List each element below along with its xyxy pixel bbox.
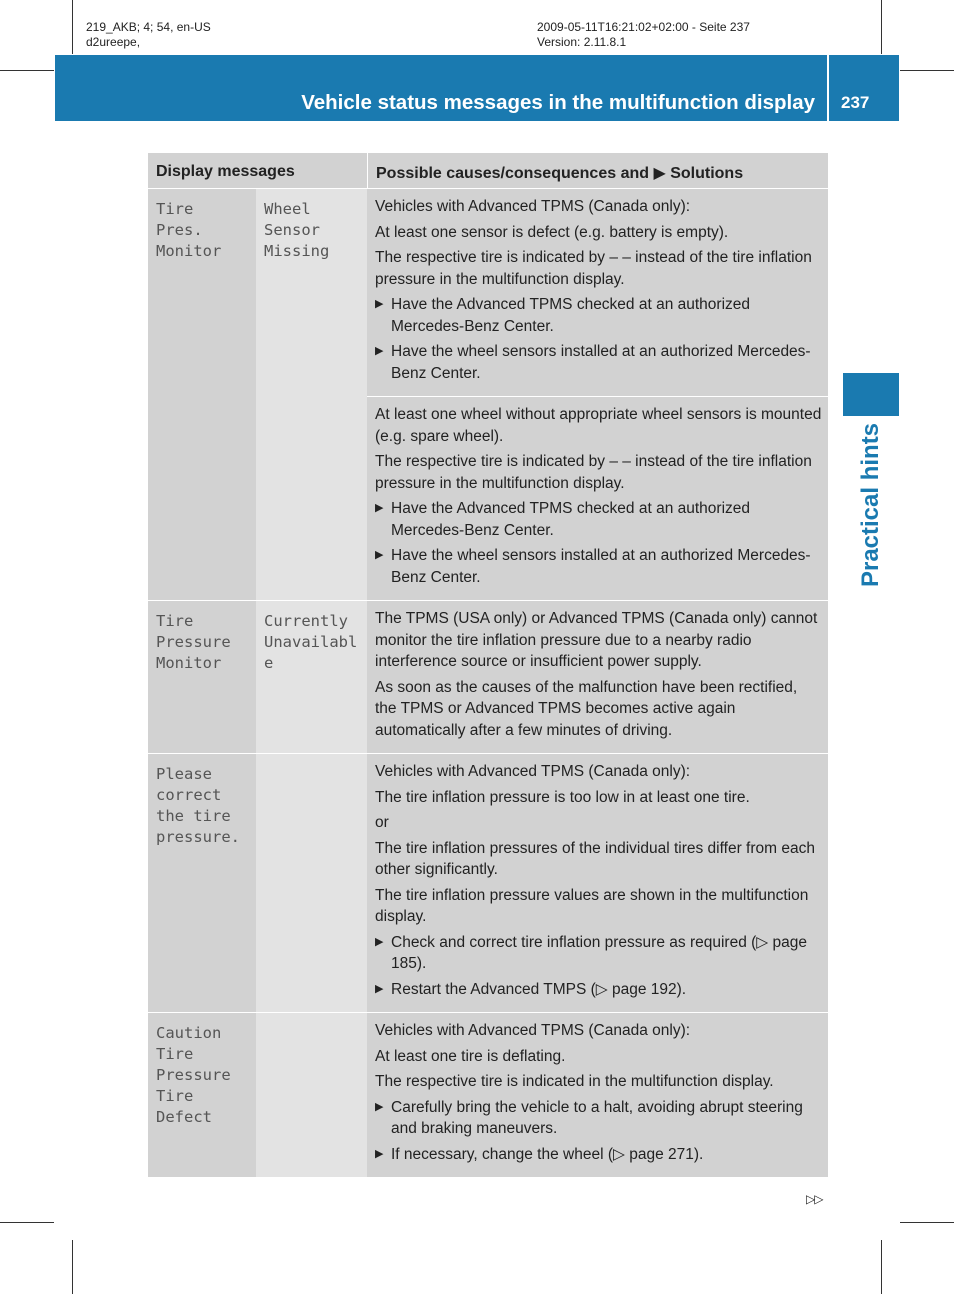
crop-mark — [72, 0, 73, 54]
display-message-line1: Caution Tire Pressure Tire Defect — [148, 1013, 256, 1177]
cause-text: Vehicles with Advanced TPMS (Canada only): — [375, 763, 691, 780]
solution-step — [375, 1097, 822, 1140]
cause-text: or — [375, 814, 389, 831]
cause-text: Vehicles with Advanced TPMS (Canada only): — [375, 1022, 691, 1039]
meta-line: Version: 2.11.8.1 — [537, 35, 627, 49]
solution-text: Check and correct tire inflation pressure as required (▷ page 185). — [391, 933, 807, 972]
step-arrow-icon: ▶ — [375, 298, 384, 310]
causes-solutions-cell — [367, 1013, 828, 1177]
solution-text: Have the wheel sensors installed at an authorized Mercedes-Benz Center. — [391, 547, 811, 586]
display-message-line1: Please correct the tire pressure. — [148, 754, 256, 1012]
continue-marker: ▷▷ — [806, 1192, 823, 1206]
solution-text: Have the Advanced TPMS checked at an authorized Mercedes-Benz Center. — [391, 500, 751, 539]
table-row — [148, 1013, 828, 1178]
causes-solutions-cell — [367, 754, 828, 1012]
display-message-line2: Currently Unavailabl e — [256, 601, 367, 753]
chapter-tab — [843, 373, 899, 416]
crop-mark — [72, 1240, 73, 1294]
section-header-banner — [55, 55, 827, 121]
cause-text: The tire inflation pressures of the individual tires differ from each other significantly. — [375, 839, 815, 878]
crop-mark — [900, 1222, 954, 1223]
cause-block — [367, 1013, 828, 1177]
table-header — [148, 153, 828, 189]
cause-block — [367, 754, 828, 1012]
cause-text: The respective tire is indicated in the multifunction display. — [375, 1073, 774, 1090]
step-arrow-icon: ▶ — [375, 549, 384, 561]
step-arrow-icon: ▶ — [375, 502, 384, 514]
cause-text: At least one wheel without appropriate wheel sensors is mounted (e.g. spare wheel). — [375, 406, 822, 445]
cause-block — [367, 601, 828, 753]
crop-mark — [881, 0, 882, 54]
column-header-display-messages: Display messages — [156, 163, 295, 180]
display-message-line2 — [256, 1013, 367, 1177]
meta-line: 2009-05-11T16:21:02+02:00 - Seite 237 — [537, 20, 750, 34]
solution-text: Have the Advanced TPMS checked at an authorized Mercedes-Benz Center. — [391, 296, 751, 335]
print-meta-left — [86, 20, 211, 50]
table-row — [148, 754, 828, 1013]
section-title: Vehicle status messages in the multifunction display — [301, 91, 815, 114]
crop-mark — [0, 1222, 54, 1223]
table-row — [148, 601, 828, 754]
display-message-line1: Tire Pressure Monitor — [148, 601, 256, 753]
meta-line: 219_AKB; 4; 54, en-US — [86, 20, 211, 34]
cause-block — [367, 396, 828, 600]
step-arrow-icon: ▶ — [375, 1100, 384, 1113]
step-arrow-icon: ▶ — [375, 345, 384, 357]
chapter-label: Practical hints — [857, 422, 884, 588]
page-number-box — [829, 55, 899, 121]
cause-text: The tire inflation pressure is too low in at least one tire. — [375, 788, 750, 806]
print-meta-right — [537, 20, 750, 50]
cause-text: The tire inflation pressure values are shown in the multifunction display. — [375, 886, 809, 925]
cause-text: Vehicles with Advanced TPMS (Canada only): — [375, 198, 691, 215]
solution-step — [375, 545, 822, 588]
crop-mark — [900, 70, 954, 71]
causes-solutions-cell — [367, 189, 828, 600]
table-body — [148, 189, 828, 1178]
cause-text: As soon as the causes of the malfunction have been rectified, the TPMS or Advanced TPMS becomes active again automatically after a few minutes of driving. — [375, 678, 798, 739]
display-message-line1: Tire Pres. Monitor — [148, 189, 256, 600]
status-messages-table — [148, 153, 828, 1178]
causes-solutions-cell — [367, 601, 828, 753]
step-arrow-icon: ▶ — [375, 1147, 384, 1160]
page-number: 237 — [841, 93, 870, 112]
solution-step — [375, 1144, 822, 1166]
solution-step — [375, 498, 822, 541]
crop-mark — [881, 1240, 882, 1294]
display-message-line2 — [256, 754, 367, 1012]
solution-step — [375, 294, 822, 337]
cause-text: At least one tire is deflating. — [375, 1047, 566, 1065]
crop-mark — [0, 70, 54, 71]
cause-block — [367, 189, 828, 396]
display-message-line2: Wheel Sensor Missing — [256, 189, 367, 600]
column-header-causes-solutions: Possible causes/consequences and ▶ Solutions — [367, 153, 828, 188]
solution-step — [375, 341, 822, 384]
cause-text: At least one sensor is defect (e.g. battery is empty). — [375, 223, 729, 241]
step-arrow-icon: ▶ — [375, 982, 384, 995]
solution-text: Carefully bring the vehicle to a halt, avoiding abrupt steering and braking maneuvers. — [391, 1098, 803, 1137]
solution-text: Have the wheel sensors installed at an authorized Mercedes-Benz Center. — [391, 343, 811, 382]
cause-text: The respective tire is indicated by – – instead of the tire inflation pressure in the multifunction display. — [375, 249, 812, 288]
meta-line: d2ureepe, — [86, 35, 141, 49]
solution-step — [375, 932, 822, 975]
solution-step — [375, 979, 822, 1001]
step-arrow-icon: ▶ — [375, 935, 384, 948]
cause-text: The TPMS (USA only) or Advanced TPMS (Canada only) cannot monitor the tire inflation pressure due to a nearby radio interference source or insufficient power supply. — [375, 610, 818, 670]
solution-text: If necessary, change the wheel (▷ page 271). — [391, 1145, 704, 1163]
solution-text: Restart the Advanced TMPS (▷ page 192). — [391, 980, 687, 998]
table-row — [148, 189, 828, 601]
cause-text: The respective tire is indicated by – – instead of the tire inflation pressure in the multifunction display. — [375, 453, 812, 492]
